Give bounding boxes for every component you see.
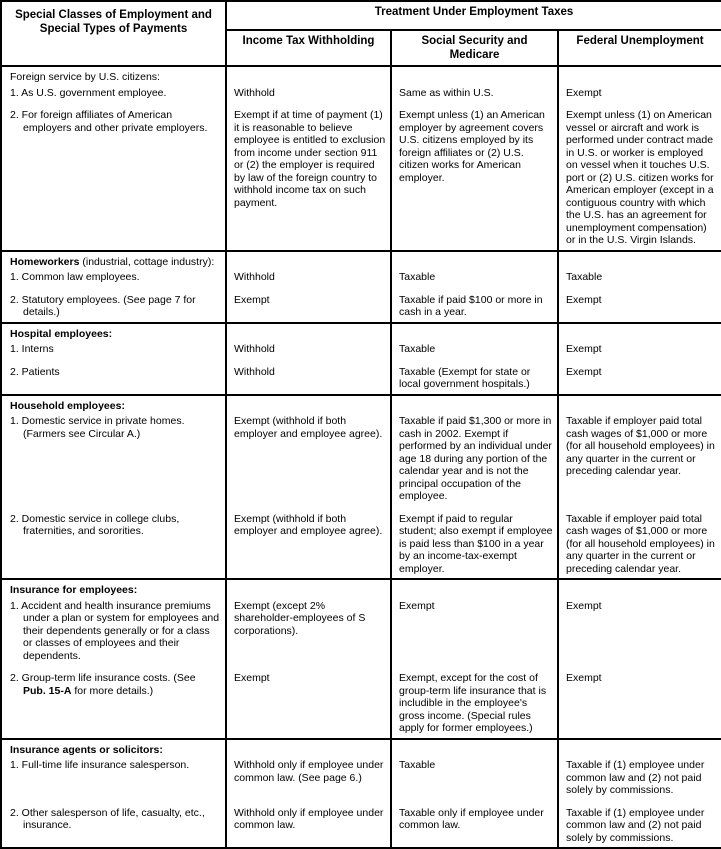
section-title-cell xyxy=(1,579,226,600)
section-title-bold: Insurance agents or solicitors: xyxy=(10,743,163,756)
item-label-text: 2. Group-term life insurance costs. (See xyxy=(10,672,196,684)
section-title-row-household-employees xyxy=(1,395,721,416)
section-title-cell xyxy=(1,66,226,87)
item-label-text: 2. Statutory employees. (See page 7 for details.) xyxy=(10,293,196,318)
table-row xyxy=(1,359,721,395)
empty-cell xyxy=(558,395,721,416)
section-title xyxy=(10,71,221,84)
cell-federal-unemployment: Taxable xyxy=(558,271,721,287)
cell-class xyxy=(1,271,226,287)
item-label xyxy=(10,366,221,379)
item-label-text: 1. Full-time life insurance salesperson. xyxy=(10,759,190,771)
section-title-bold: Homeworkers xyxy=(10,255,80,268)
section-title-text: Foreign service by U.S. citizens: xyxy=(10,71,160,83)
cell-income-tax: Exempt xyxy=(226,287,391,323)
empty-cell xyxy=(226,323,391,344)
cell-social-security: Taxable (Exempt for state or local government hospitals.) xyxy=(391,359,558,395)
section-title xyxy=(10,256,221,269)
cell-class xyxy=(1,506,226,580)
cell-federal-unemployment: Exempt xyxy=(558,87,721,103)
cell-income-tax: Withhold xyxy=(226,359,391,395)
table-row xyxy=(1,343,721,359)
empty-cell xyxy=(558,739,721,760)
cell-income-tax: Exempt (withhold if both employer and employee agree). xyxy=(226,506,391,580)
item-label-bold: Pub. 15-A xyxy=(23,684,72,697)
cell-social-security: Taxable xyxy=(391,759,558,800)
item-label-text: 2. Other salesperson of life, casualty, etc., insurance. xyxy=(10,806,205,831)
cell-federal-unemployment: Exempt unless (1) on American vessel or aircraft and work is performed under contract made in U.S. or worker is employed on vessel when it touches U.S. port or (2) U.S. citizen works for American employer (except in a contiguous country with which the U.S. has an agreement for unemployment compensation) or in the U.S. Virgin Islands. xyxy=(558,102,721,251)
cell-income-tax: Exempt xyxy=(226,665,391,739)
item-label xyxy=(10,87,221,100)
header-social-security-medicare: Social Security and Medicare xyxy=(391,30,558,66)
item-label-text: 1. Domestic service in private homes. (Farmers see Circular A.) xyxy=(10,415,185,440)
section-title-cell xyxy=(1,739,226,760)
cell-class xyxy=(1,415,226,506)
section-title xyxy=(10,584,221,597)
empty-cell xyxy=(226,251,391,272)
item-label-text: 2. Patients xyxy=(10,365,60,378)
item-label-text: 1. Common law employees. xyxy=(10,271,140,283)
empty-cell xyxy=(226,395,391,416)
empty-cell xyxy=(391,739,558,760)
cell-income-tax: Exempt (except 2% shareholder-employees of S corporations). xyxy=(226,600,391,666)
table-row xyxy=(1,600,721,666)
item-label-text: for more details.) xyxy=(71,684,154,697)
item-label-text: 2. Domestic service in college clubs, fraternities, and sororities. xyxy=(10,512,180,537)
cell-social-security: Exempt unless (1) an American employer by agreement covers U.S. citizens employed by its foreign affiliates or (2) U.S. citizen works for American employer. xyxy=(391,102,558,251)
item-label xyxy=(10,415,221,440)
item-label-text: 1. As U.S. government employee. xyxy=(10,86,167,99)
table-row xyxy=(1,287,721,323)
table-row xyxy=(1,87,721,103)
cell-class xyxy=(1,102,226,251)
cell-federal-unemployment: Exempt xyxy=(558,343,721,359)
section-title xyxy=(10,400,221,413)
cell-social-security: Taxable xyxy=(391,271,558,287)
cell-class xyxy=(1,600,226,666)
section-title-row-insurance-agents xyxy=(1,739,721,760)
header-federal-unemployment: Federal Unemployment xyxy=(558,30,721,66)
table-row xyxy=(1,102,721,251)
cell-social-security: Taxable if paid $1,300 or more in cash in 2002. Exempt if performed by an individual under age 18 during any portion of the calendar year and is not the principal occupation of the employee. xyxy=(391,415,558,506)
item-label xyxy=(10,600,221,663)
table-row xyxy=(1,759,721,800)
item-label-text: 1. Accident and health insurance premiums under a plan or system for employees and their dependents generally or for a class or classes of employees and their dependents. xyxy=(10,599,220,662)
section-title xyxy=(10,744,221,757)
table-row xyxy=(1,271,721,287)
cell-federal-unemployment: Taxable if employer paid total cash wages of $1,000 or more (for all household employees) in any quarter in the current or preceding calendar year. xyxy=(558,415,721,506)
item-label xyxy=(10,271,221,284)
section-title xyxy=(10,328,221,341)
cell-class xyxy=(1,87,226,103)
table-row xyxy=(1,506,721,580)
empty-cell xyxy=(391,66,558,87)
item-label xyxy=(10,672,221,697)
empty-cell xyxy=(391,251,558,272)
section-title-row-insurance-for-employees xyxy=(1,579,721,600)
empty-cell xyxy=(558,579,721,600)
section-title-bold: Insurance for employees: xyxy=(10,584,138,596)
cell-income-tax: Withhold xyxy=(226,87,391,103)
item-label xyxy=(10,294,221,319)
cell-income-tax: Withhold xyxy=(226,271,391,287)
item-label xyxy=(10,807,221,832)
header-income-tax-withholding: Income Tax Withholding xyxy=(226,30,391,66)
empty-cell xyxy=(226,739,391,760)
section-title-row-foreign-service xyxy=(1,66,721,87)
empty-cell xyxy=(226,579,391,600)
section-title-bold: Hospital employees: xyxy=(10,327,113,340)
table-row xyxy=(1,800,721,849)
empty-cell xyxy=(558,66,721,87)
empty-cell xyxy=(391,579,558,600)
cell-social-security: Taxable xyxy=(391,343,558,359)
item-label xyxy=(10,343,221,356)
cell-class xyxy=(1,359,226,395)
empty-cell xyxy=(226,66,391,87)
header-treatment: Treatment Under Employment Taxes xyxy=(226,1,721,30)
empty-cell xyxy=(558,251,721,272)
cell-federal-unemployment: Exempt xyxy=(558,287,721,323)
cell-income-tax: Withhold xyxy=(226,343,391,359)
cell-income-tax: Exempt if at time of payment (1) it is reasonable to believe employee is entitled to exclusion from income under section 911 or (2) the employer is required by law of the foreign country to withhold income tax on such payment. xyxy=(226,102,391,251)
table-row xyxy=(1,415,721,506)
item-label-text: 2. For foreign affiliates of American employers and other private employers. xyxy=(10,109,208,134)
cell-class xyxy=(1,287,226,323)
item-label-text: 1. Interns xyxy=(10,343,54,355)
cell-social-security: Exempt if paid to regular student; also exempt if employee is paid less than $100 in a year by an income-tax-exempt employer. xyxy=(391,506,558,580)
cell-class xyxy=(1,759,226,800)
header-row-top xyxy=(1,1,721,30)
item-label xyxy=(10,513,221,538)
cell-social-security: Exempt xyxy=(391,600,558,666)
cell-class xyxy=(1,665,226,739)
section-title-cell xyxy=(1,251,226,272)
section-title-text: (industrial, cottage industry): xyxy=(79,255,215,268)
section-title-cell xyxy=(1,395,226,416)
item-label xyxy=(10,759,221,772)
cell-social-security: Taxable only if employee under common law. xyxy=(391,800,558,849)
empty-cell xyxy=(391,395,558,416)
cell-social-security: Exempt, except for the cost of group-term life insurance that is includible in the employee's gross income. (Special rules apply for former employees.) xyxy=(391,665,558,739)
header-special-classes: Special Classes of Employment and Special Types of Payments xyxy=(1,1,226,66)
cell-federal-unemployment: Taxable if (1) employee under common law and (2) not paid solely by commissions. xyxy=(558,759,721,800)
cell-income-tax: Withhold only if employee under common law. (See page 6.) xyxy=(226,759,391,800)
section-title-bold: Household employees: xyxy=(10,399,125,412)
table-row xyxy=(1,665,721,739)
cell-federal-unemployment: Taxable if (1) employee under common law and (2) not paid solely by commissions. xyxy=(558,800,721,849)
cell-income-tax: Exempt (withhold if both employer and employee agree). xyxy=(226,415,391,506)
cell-federal-unemployment: Taxable if employer paid total cash wages of $1,000 or more (for all household employees) in any quarter in the current or preceding calendar year. xyxy=(558,506,721,580)
cell-federal-unemployment: Exempt xyxy=(558,665,721,739)
item-label xyxy=(10,109,221,134)
cell-class xyxy=(1,343,226,359)
cell-social-security: Same as within U.S. xyxy=(391,87,558,103)
section-title-row-hospital-employees xyxy=(1,323,721,344)
section-title-row-homeworkers xyxy=(1,251,721,272)
cell-federal-unemployment: Exempt xyxy=(558,600,721,666)
cell-social-security: Taxable if paid $100 or more in cash in a year. xyxy=(391,287,558,323)
empty-cell xyxy=(558,323,721,344)
section-title-cell xyxy=(1,323,226,344)
cell-federal-unemployment: Exempt xyxy=(558,359,721,395)
empty-cell xyxy=(391,323,558,344)
cell-income-tax: Withhold only if employee under common law. xyxy=(226,800,391,849)
cell-class xyxy=(1,800,226,849)
